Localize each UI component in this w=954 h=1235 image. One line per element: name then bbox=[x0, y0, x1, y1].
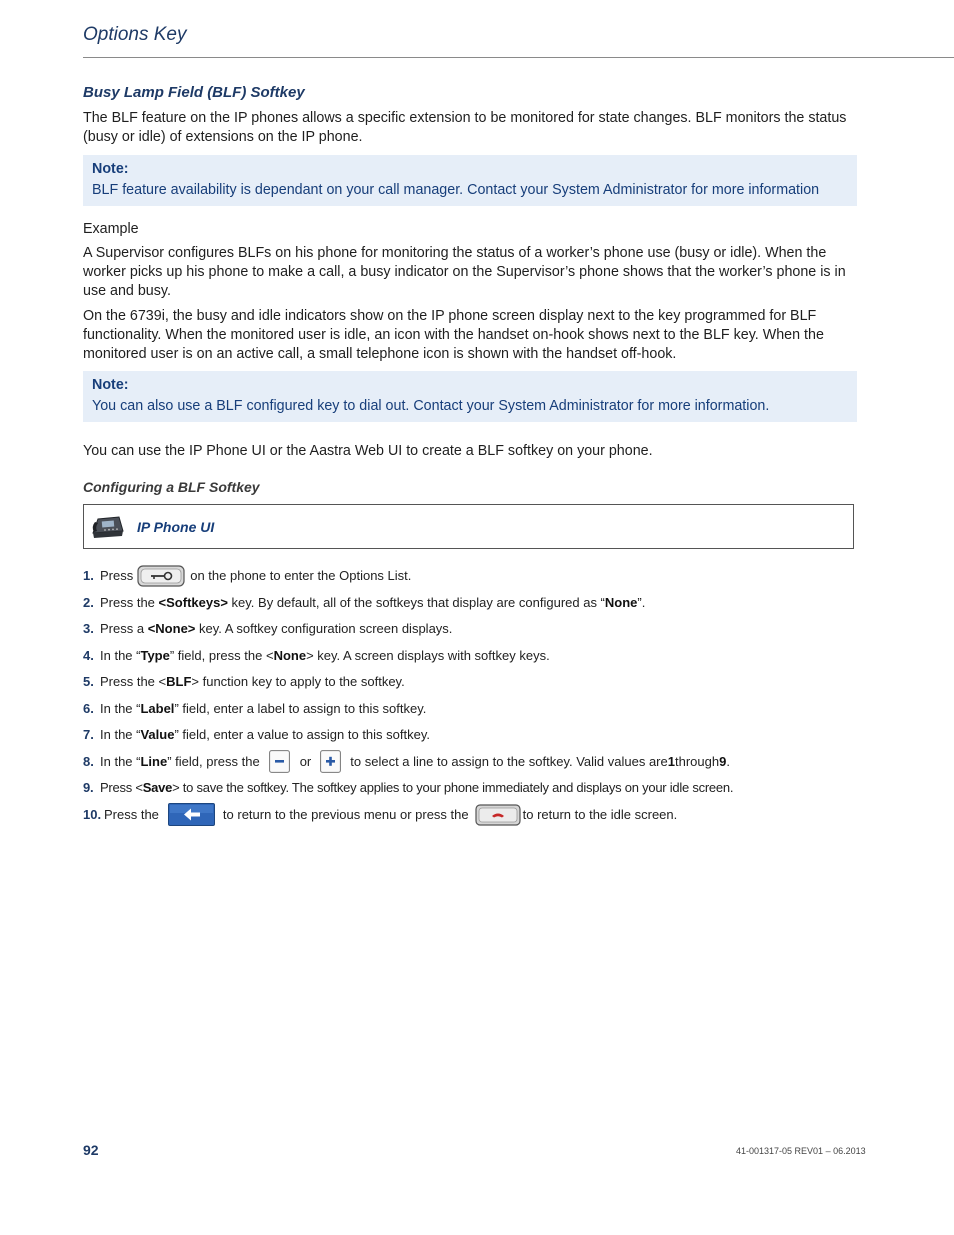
step-item bbox=[83, 590, 857, 617]
step-number: 2. bbox=[83, 594, 94, 610]
step-number: 4. bbox=[83, 647, 94, 663]
note-label: Note: bbox=[92, 161, 129, 177]
step-field-name: Type bbox=[140, 647, 170, 663]
step-text: > key. A screen displays with softkey keys. bbox=[306, 647, 550, 663]
step-value: 9 bbox=[719, 753, 727, 769]
steps-list bbox=[83, 563, 857, 828]
note-box bbox=[83, 371, 857, 422]
step-field-name: Label bbox=[140, 700, 175, 716]
step-number: 3. bbox=[83, 621, 94, 637]
page-header-title: Options Key bbox=[83, 24, 187, 45]
step-number: 5. bbox=[83, 674, 94, 690]
step-text: ” field, press the < bbox=[169, 647, 274, 663]
step-text: Press < bbox=[100, 780, 143, 796]
ip-phone-ui-label: IP Phone UI bbox=[137, 518, 215, 535]
step-text: Press the bbox=[104, 806, 159, 822]
step-number: 8. bbox=[83, 753, 94, 769]
step-item bbox=[83, 696, 857, 723]
step-number: 6. bbox=[83, 700, 94, 716]
step-text: Press bbox=[100, 568, 134, 584]
step-item bbox=[83, 775, 857, 802]
step-field-name: Value bbox=[140, 727, 175, 743]
back-key-icon bbox=[168, 803, 215, 826]
step-text: to return to the idle screen. bbox=[522, 806, 678, 822]
step-text: Press the < bbox=[100, 674, 167, 690]
ui-intro-paragraph: You can use the IP Phone UI or the Aastra Web UI to create a BLF softkey on your phone. bbox=[83, 443, 653, 459]
minus-key-icon bbox=[269, 750, 290, 773]
step-key-name: Save bbox=[142, 780, 173, 796]
step-text: ” field, enter a value to assign to this softkey. bbox=[174, 727, 430, 743]
step-item bbox=[83, 616, 857, 643]
step-text: > to save the softkey. The softkey applies to your phone immediately and displays on your idle screen. bbox=[172, 780, 734, 796]
step-key-name: BLF bbox=[166, 674, 192, 690]
options-key-icon bbox=[137, 565, 185, 587]
example-label: Example bbox=[83, 221, 139, 237]
note-text: BLF feature availability is dependant on your call manager. Contact your System Administrator for more information bbox=[92, 182, 820, 198]
note-text: You can also use a BLF configured key to dial out. Contact your System Administrator for more information. bbox=[92, 398, 770, 414]
goodbye-key-icon bbox=[475, 804, 521, 826]
plus-key-icon bbox=[320, 750, 341, 773]
step-text: In the “ bbox=[100, 700, 141, 716]
step-text: Press a bbox=[100, 621, 145, 637]
step-text: ” field, press the bbox=[167, 753, 260, 769]
example-paragraph-2: On the 6739i, the busy and idle indicators show on the IP phone screen display next to the key programmed for BLF functionality. When the monitored user is idle, an icon with the handset on-hook shows next to the BLF key. When the monitored user is on an active call, a small telephone icon is shown with the handset off-hook. bbox=[83, 308, 824, 362]
step-text: key. By default, all of the softkeys that display are configured as “ bbox=[231, 594, 605, 610]
step-number: 9. bbox=[83, 780, 94, 796]
step-field-name: Line bbox=[140, 753, 168, 769]
step-text: In the “ bbox=[100, 727, 141, 743]
step-text: > function key to apply to the softkey. bbox=[191, 674, 405, 690]
step-text: to return to the previous menu or press the bbox=[222, 806, 469, 822]
step-key-name: <None> bbox=[147, 621, 196, 637]
page-number: 92 bbox=[83, 1142, 99, 1158]
note-label: Note: bbox=[92, 377, 129, 393]
page-content bbox=[83, 84, 857, 828]
step-key-name: None bbox=[604, 594, 638, 610]
step-item bbox=[83, 643, 857, 670]
document-reference: 41-001317-05 REV01 – 06.2013 bbox=[736, 1146, 866, 1156]
step-text: In the “ bbox=[100, 753, 141, 769]
step-key-name: <Softkeys> bbox=[158, 594, 228, 610]
section-heading: Busy Lamp Field (BLF) Softkey bbox=[83, 84, 305, 101]
step-text: through bbox=[674, 753, 720, 769]
step-item bbox=[83, 563, 857, 590]
step-item bbox=[83, 722, 857, 749]
example-paragraph-1: A Supervisor configures BLFs on his phone for monitoring the status of a worker’s phone use (busy or idle). When the worker picks up his phone to make a call, a busy indicator on the Supervisor’s phone shows that the worker’s phone is in use and busy. bbox=[83, 245, 846, 299]
step-text: ” field, enter a label to assign to this softkey. bbox=[174, 700, 427, 716]
step-number: 10. bbox=[83, 806, 102, 822]
step-value: 1 bbox=[667, 753, 675, 769]
step-key-name: None bbox=[273, 647, 307, 663]
step-number: 7. bbox=[83, 727, 94, 743]
step-text: ”. bbox=[637, 594, 646, 610]
step-text: . bbox=[726, 753, 730, 769]
step-text: Press the bbox=[100, 594, 155, 610]
ip-phone-ui-box bbox=[83, 504, 854, 549]
step-item bbox=[83, 802, 857, 829]
header-divider bbox=[83, 57, 954, 58]
intro-paragraph: The BLF feature on the IP phones allows a specific extension to be monitored for state changes. BLF monitors the status (busy or idle) of extensions on the IP phone. bbox=[83, 110, 847, 145]
desk-phone-icon bbox=[89, 513, 125, 541]
step-text: on the phone to enter the Options List. bbox=[190, 568, 412, 584]
step-item bbox=[83, 669, 857, 696]
note-box bbox=[83, 155, 857, 206]
step-text: to select a line to assign to the softkey. Valid values are bbox=[350, 753, 668, 769]
step-text: key. A softkey configuration screen displays. bbox=[199, 621, 453, 637]
step-number: 1. bbox=[83, 568, 94, 584]
subsection-heading: Configuring a BLF Softkey bbox=[83, 479, 260, 495]
step-text: In the “ bbox=[100, 647, 141, 663]
step-item bbox=[83, 749, 857, 776]
step-text: or bbox=[299, 753, 312, 769]
